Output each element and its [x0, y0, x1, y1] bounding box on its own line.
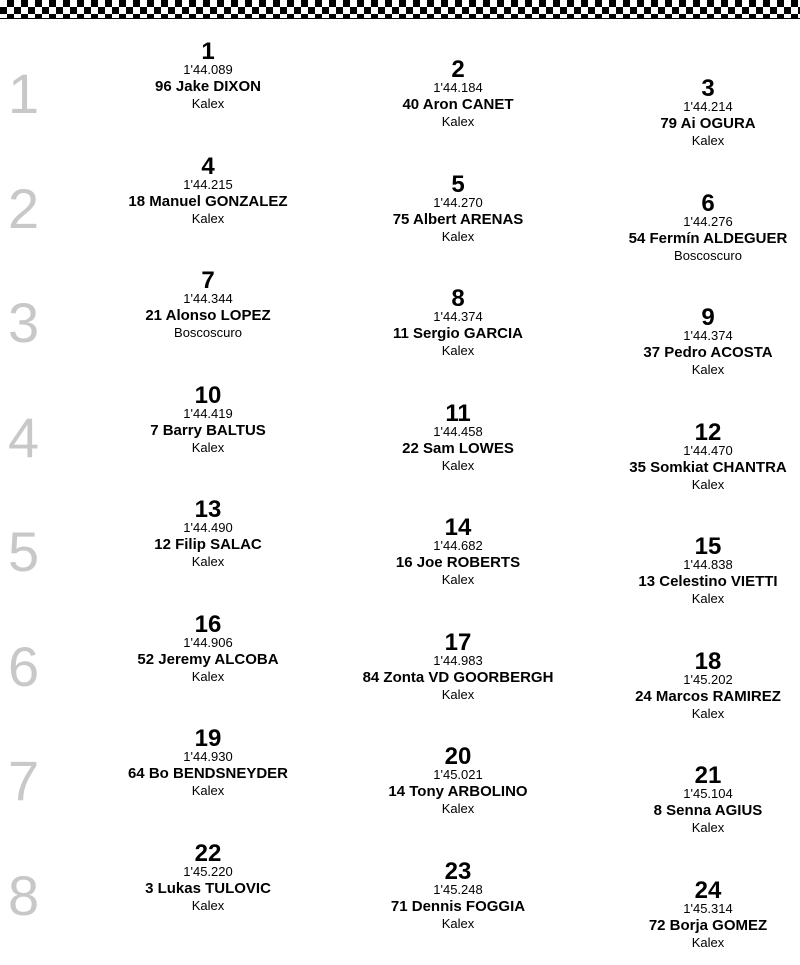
team-name: Kalex: [441, 686, 475, 702]
lap-time: 1'44.458: [433, 423, 483, 439]
rider-name: 12 Filip SALAC: [154, 536, 262, 553]
grid-slot: [93, 40, 323, 113]
team-name: Kalex: [441, 228, 475, 244]
lap-time: 1'44.374: [433, 309, 483, 324]
rider-name: 54 Fermín ALDEGUER: [628, 229, 788, 247]
grid-position-number: 11: [445, 399, 471, 427]
grid-position-number: 17: [444, 628, 472, 656]
lap-time: 1'44.906: [183, 634, 233, 650]
lap-time: 1'45.248: [433, 881, 483, 897]
rider-name: 22 Sam LOWES: [402, 439, 514, 457]
grid-row-number: 5: [8, 520, 40, 583]
grid-position-number: 19: [194, 725, 222, 752]
grid-position-number: 3: [701, 75, 715, 102]
lap-time: 1'44.930: [183, 749, 233, 764]
grid-slot: [93, 269, 323, 342]
grid-slot: [593, 647, 800, 723]
rider-name: 96 Jake DIXON: [155, 78, 261, 95]
grid-position-number: 18: [694, 647, 722, 675]
rider-name: 40 Aron CANET: [402, 96, 514, 113]
grid-position-number: 12: [694, 418, 722, 446]
team-name: Kalex: [441, 457, 475, 473]
grid-row-number: 2: [8, 176, 40, 240]
lap-time: 1'44.374: [683, 328, 733, 343]
rider-name: 35 Somkiat CHANTRA: [629, 458, 787, 476]
grid-slot: [593, 189, 800, 265]
team-name: Kalex: [691, 362, 725, 377]
grid-slot: [343, 58, 573, 131]
grid-slot: [593, 764, 800, 837]
grid-position-number: 24: [694, 876, 722, 904]
team-name: Kalex: [441, 114, 475, 129]
rider-name: 24 Marcos RAMIREZ: [635, 687, 781, 705]
team-name: Kalex: [691, 591, 725, 606]
rider-name: 75 Albert ARENAS: [392, 210, 524, 228]
rider-name: 72 Borja GOMEZ: [648, 916, 768, 934]
grid-slot: [593, 77, 800, 150]
lap-time: 1'44.215: [183, 176, 233, 192]
grid-slot: [343, 857, 573, 933]
grid-slot: [93, 381, 323, 457]
grid-row-number: 7: [8, 749, 40, 812]
grid-slot: [343, 516, 573, 589]
team-name: Boscoscuro: [674, 247, 742, 263]
rider-name: 52 Jeremy ALCOBA: [137, 650, 279, 668]
grid-position-number: 2: [451, 56, 465, 83]
team-name: Kalex: [191, 210, 225, 226]
rider-name: 79 Ai OGURA: [660, 115, 756, 132]
lap-time: 1'45.314: [683, 900, 733, 916]
team-name: Kalex: [441, 915, 475, 931]
rider-name: 7 Barry BALTUS: [150, 421, 266, 439]
lap-time: 1'44.214: [683, 99, 733, 114]
lap-time: 1'44.490: [183, 520, 233, 535]
grid-slot: [93, 727, 323, 800]
rider-name: 11 Sergio GARCIA: [392, 325, 524, 342]
team-name: Boscoscuro: [174, 325, 242, 340]
lap-time: 1'45.104: [683, 786, 733, 801]
grid-slot: [593, 306, 800, 379]
grid-position-number: 10: [194, 381, 222, 409]
grid-position-number: 14: [444, 514, 472, 541]
rider-name: 21 Alonso LOPEZ: [145, 307, 271, 324]
grid-slot: [593, 876, 800, 952]
team-name: Kalex: [691, 934, 725, 950]
rider-name: 84 Zonta VD GOORBERGH: [362, 668, 554, 686]
team-name: Kalex: [441, 801, 475, 816]
lap-time: 1'44.419: [183, 405, 233, 421]
grid-slot: [93, 152, 323, 228]
grid-position-number: 8: [451, 285, 465, 312]
lap-time: 1'45.021: [433, 767, 483, 782]
grid-position-number: 21: [694, 762, 722, 789]
rider-name: 13 Celestino VIETTI: [638, 573, 778, 590]
lap-time: 1'44.344: [183, 291, 233, 306]
lap-time: 1'44.270: [433, 194, 483, 210]
grid-position-number: 20: [444, 743, 472, 770]
team-name: Kalex: [191, 783, 225, 798]
team-name: Kalex: [441, 343, 475, 358]
team-name: Kalex: [441, 572, 475, 587]
grid-position-number: 13: [194, 496, 222, 523]
team-name: Kalex: [691, 820, 725, 835]
lap-time: 1'44.682: [433, 538, 483, 553]
lap-time: 1'44.838: [683, 557, 733, 572]
grid-slot: [343, 745, 573, 818]
team-name: Kalex: [191, 554, 225, 569]
rider-name: 8 Senna AGIUS: [653, 802, 763, 819]
team-name: Kalex: [691, 476, 725, 492]
grid-position-number: 6: [701, 189, 715, 217]
rider-name: 64 Bo BENDSNEYDER: [127, 765, 289, 782]
rider-name: 16 Joe ROBERTS: [395, 554, 521, 571]
team-name: Kalex: [691, 705, 725, 721]
checkered-flag-banner: [0, 0, 800, 19]
grid-slot: [343, 170, 573, 246]
grid-row-number: 6: [8, 634, 40, 698]
team-name: Kalex: [191, 668, 225, 684]
team-name: Kalex: [191, 96, 225, 111]
grid-row-number: 4: [8, 405, 40, 469]
grid-slot: [343, 287, 573, 360]
grid-position-number: 5: [451, 170, 465, 198]
grid-slot: [93, 610, 323, 686]
grid-slot: [93, 498, 323, 571]
grid-position-number: 9: [701, 304, 715, 331]
rider-name: 18 Manuel GONZALEZ: [128, 192, 288, 210]
grid-row-number: 3: [8, 291, 40, 354]
lap-time: 1'44.276: [683, 213, 733, 229]
rider-name: 71 Dennis FOGGIA: [390, 897, 526, 915]
grid-row-number: 8: [8, 863, 40, 927]
grid-slot: [593, 418, 800, 494]
grid-position-number: 22: [194, 839, 222, 867]
grid-position-number: 7: [201, 267, 215, 294]
grid-position-number: 15: [694, 533, 722, 560]
team-name: Kalex: [191, 439, 225, 455]
lap-time: 1'44.089: [183, 62, 233, 77]
rider-name: 37 Pedro ACOSTA: [643, 344, 773, 361]
lap-time: 1'45.202: [683, 671, 733, 687]
lap-time: 1'44.470: [683, 442, 733, 458]
grid-slot: [93, 839, 323, 915]
grid-position-number: 1: [201, 38, 215, 65]
team-name: Kalex: [191, 897, 225, 913]
team-name: Kalex: [691, 133, 725, 148]
lap-time: 1'45.220: [183, 863, 233, 879]
lap-time: 1'44.983: [433, 652, 483, 668]
grid-slot: [343, 628, 573, 704]
rider-name: 3 Lukas TULOVIC: [145, 879, 271, 897]
grid-position-number: 16: [194, 610, 222, 638]
grid-row-number: 1: [8, 62, 40, 125]
grid-slot: [343, 399, 573, 475]
grid-slot: [593, 535, 800, 608]
grid-position-number: 23: [444, 857, 472, 885]
grid-position-number: 4: [201, 152, 215, 180]
lap-time: 1'44.184: [433, 80, 483, 95]
rider-name: 14 Tony ARBOLINO: [388, 783, 528, 800]
